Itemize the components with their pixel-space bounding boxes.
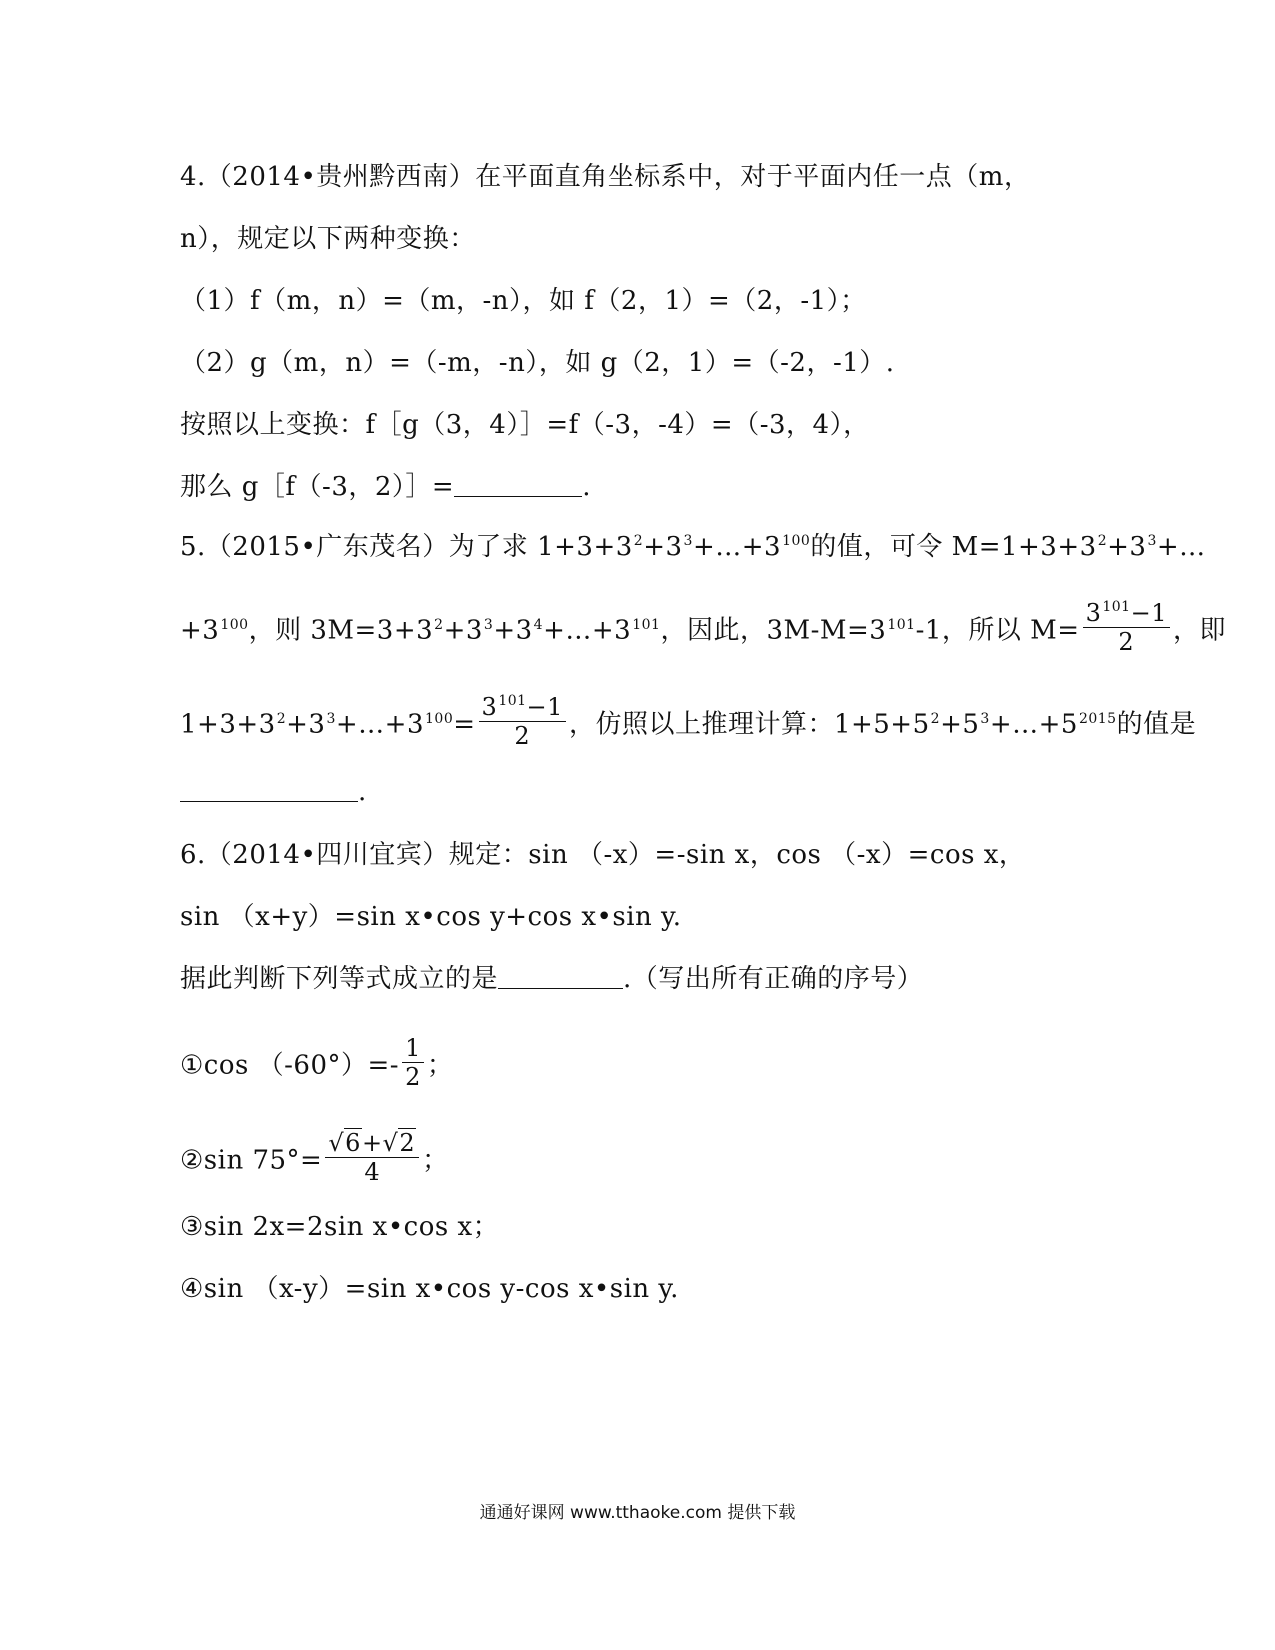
q4-rule-1: （1）f（m，n）=（m，-n），如 f（2，1）=（2，-1）； (180, 286, 867, 316)
q4-question: 那么 g［f（-3，2）］= . (180, 472, 591, 502)
q5-line-3: $1+3+3^2+3^3+\dots+3^{100}=$ $\frac{3^{101}-1}{2}$ ，仿照以上推理计算：$1+5+5^2+5^3+\dots+5^{2015}$的值是 (180, 693, 1197, 750)
answer-blank[interactable] (498, 966, 623, 989)
q4-line-2: n），规定以下两种变换： (180, 224, 476, 254)
q5-line-1: 5.（2015•广东茂名）为了求 $1+3+3^2+3^3+\dots+3^{100}$的值，可令 $M=1+3+3^2+3^3+\dots$ (180, 532, 1206, 562)
q4-line-1: 4.（2014•贵州黔西南）在平面直角坐标系中，对于平面内任一点（m， (180, 162, 1031, 192)
q6-line-2: sin （x+y）=sin x•cos y+cos x•sin y. (180, 902, 682, 932)
fraction-sum: $\frac{3^{101}-1}{2}$ (479, 693, 566, 750)
sqrt-six: √6 (328, 1129, 361, 1157)
q6-instruction: 据此判断下列等式成立的是 .（写出所有正确的序号） (180, 964, 924, 994)
q5-line-2: $+3^{100}$，则 $3M=3+3^2+3^3+3^4+\dots+3^{101}$，因此，$3M-M=3^{101}-1$，所以 M= $\frac{3^{101}-1}{2}$ ，即 (180, 599, 1226, 656)
fraction-half: $\frac{1}{2}$ (402, 1034, 424, 1091)
sqrt-two: √2 (382, 1129, 416, 1157)
q5-answer-line: . (180, 775, 367, 809)
page-footer: 通通好课网 www.tthaoke.com 提供下载 (479, 1503, 796, 1523)
q6-line-1: 6.（2014•四川宜宾）规定：sin （-x）=-sin x，cos （-x）=cos x， (180, 840, 1026, 870)
answer-blank[interactable] (454, 474, 582, 497)
fraction-sqrt: $\frac{√6+√2}{4}$ (325, 1129, 419, 1186)
q4-rule-2: （2）g（m，n）=（-m，-n），如 g（2，1）=（-2，-1）. (180, 348, 895, 378)
q6-option-3: ③sin 2x=2sin x•cos x； (180, 1212, 500, 1242)
q6-option-2: ②sin 75°= $\frac{√6+√2}{4}$ ； (180, 1129, 449, 1186)
q4-example: 按照以上变换：f［g（3，4）］=f（-3，-4）=（-3，4）， (180, 410, 870, 440)
q6-option-1: ①cos （-60°）=- $\frac{1}{2}$ ； (180, 1034, 454, 1091)
q6-option-4: ④sin （x-y）=sin x•cos y-cos x•sin y. (180, 1274, 679, 1304)
answer-blank[interactable] (180, 779, 358, 802)
fraction-m: $\frac{3^{101}-1}{2}$ (1083, 599, 1170, 656)
